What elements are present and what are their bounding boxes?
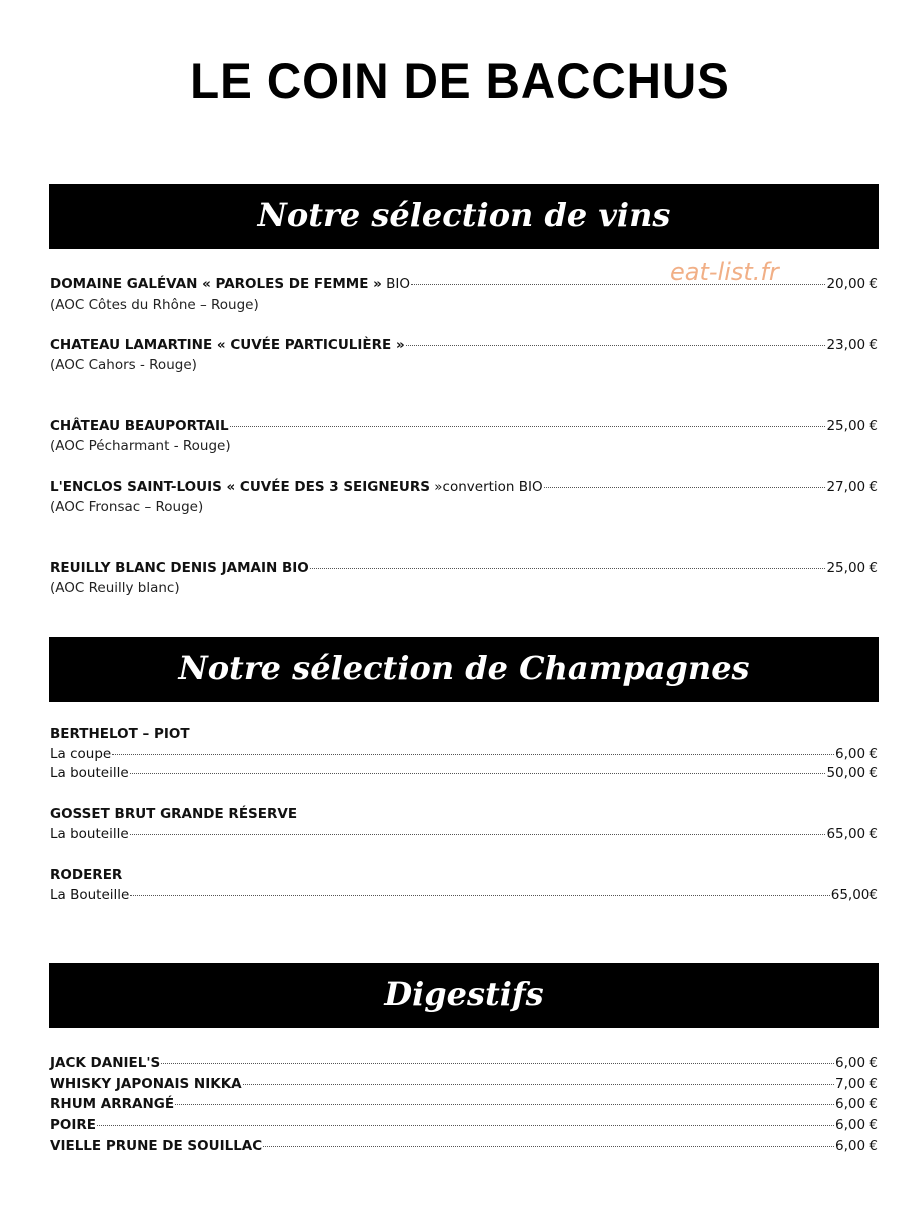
wine-extra: »convertion BIO [429, 479, 543, 495]
wine-price: 23,00 € [826, 337, 878, 353]
champagne-line [50, 745, 878, 763]
wine-appellation: (AOC Reuilly blanc) [50, 580, 180, 596]
wine-name: CHÂTEAU BEAUPORTAIL [50, 418, 229, 434]
leader-dots [161, 1062, 834, 1064]
digestif-item [50, 1075, 878, 1093]
digestif-price: 6,00 € [835, 1096, 878, 1112]
leader-dots [544, 486, 826, 488]
serving-price: 50,00 € [826, 765, 878, 781]
digestif-item [50, 1116, 878, 1134]
leader-dots [243, 1083, 834, 1085]
champagne-name: RODERER [50, 867, 123, 883]
digestif-price: 6,00 € [835, 1138, 878, 1154]
wine-appellation: (AOC Cahors - Rouge) [50, 357, 197, 373]
champagne-line [50, 764, 878, 782]
digestif-price: 6,00 € [835, 1117, 878, 1133]
leader-dots [175, 1103, 834, 1105]
wine-appellation: (AOC Pécharmant - Rouge) [50, 438, 231, 454]
champagne-name: BERTHELOT – PIOT [50, 726, 190, 742]
wine-price: 27,00 € [826, 479, 878, 495]
serving-label: La bouteille [50, 765, 129, 781]
wine-appellation: (AOC Côtes du Rhône – Rouge) [50, 297, 259, 313]
serving-label: La Bouteille [50, 887, 130, 903]
wine-price: 25,00 € [826, 418, 878, 434]
section-header-champagnes: Notre sélection de Champagnes [49, 637, 879, 702]
digestif-item [50, 1137, 878, 1155]
serving-label: La bouteille [50, 826, 129, 842]
leader-dots [263, 1145, 834, 1147]
digestif-name: JACK DANIEL'S [50, 1055, 161, 1071]
leader-dots [112, 753, 834, 755]
wine-item [50, 559, 878, 577]
champagne-line [50, 886, 878, 904]
serving-price: 6,00 € [835, 746, 878, 762]
wine-name: L'ENCLOS SAINT-LOUIS « CUVÉE DES 3 SEIGNEURS [50, 479, 430, 495]
wine-price: 20,00 € [826, 276, 878, 292]
serving-price: 65,00 € [826, 826, 878, 842]
wine-name: CHATEAU LAMARTINE « CUVÉE PARTICULIÈRE » [50, 337, 405, 353]
digestif-name: POIRE [50, 1117, 97, 1133]
serving-price: 65,00€ [830, 887, 878, 903]
leader-dots [411, 283, 825, 285]
digestif-price: 6,00 € [835, 1055, 878, 1071]
leader-dots [130, 772, 826, 774]
leader-dots [310, 567, 826, 569]
wine-name: REUILLY BLANC DENIS JAMAIN BIO [50, 560, 309, 576]
digestif-name: RHUM ARRANGÉ [50, 1096, 175, 1112]
champagne-name: GOSSET BRUT GRANDE RÉSERVE [50, 806, 298, 822]
wine-name: DOMAINE GALÉVAN « PAROLES DE FEMME » [50, 276, 382, 292]
wine-extra: BIO [381, 276, 411, 292]
leader-dots [230, 425, 826, 427]
page-title: LE COIN DE BACCHUS [190, 53, 730, 109]
leader-dots [130, 894, 829, 896]
wine-item [50, 275, 878, 293]
leader-dots [97, 1124, 834, 1126]
digestif-name: WHISKY JAPONAIS NIKKA [50, 1076, 242, 1092]
wine-price: 25,00 € [826, 560, 878, 576]
leader-dots [406, 344, 826, 346]
section-header-digestifs: Digestifs [49, 963, 879, 1028]
wine-appellation: (AOC Fronsac – Rouge) [50, 499, 204, 515]
champagne-line [50, 825, 878, 843]
digestif-name: VIELLE PRUNE DE SOUILLAC [50, 1138, 263, 1154]
wine-item [50, 478, 878, 496]
digestif-price: 7,00 € [835, 1076, 878, 1092]
section-header-vins: Notre sélection de vins [49, 184, 879, 249]
watermark: eat-list.fr [670, 258, 779, 286]
wine-item [50, 336, 878, 354]
serving-label: La coupe [50, 746, 112, 762]
digestif-item [50, 1095, 878, 1113]
wine-item [50, 417, 878, 435]
leader-dots [130, 833, 826, 835]
digestif-item [50, 1054, 878, 1072]
